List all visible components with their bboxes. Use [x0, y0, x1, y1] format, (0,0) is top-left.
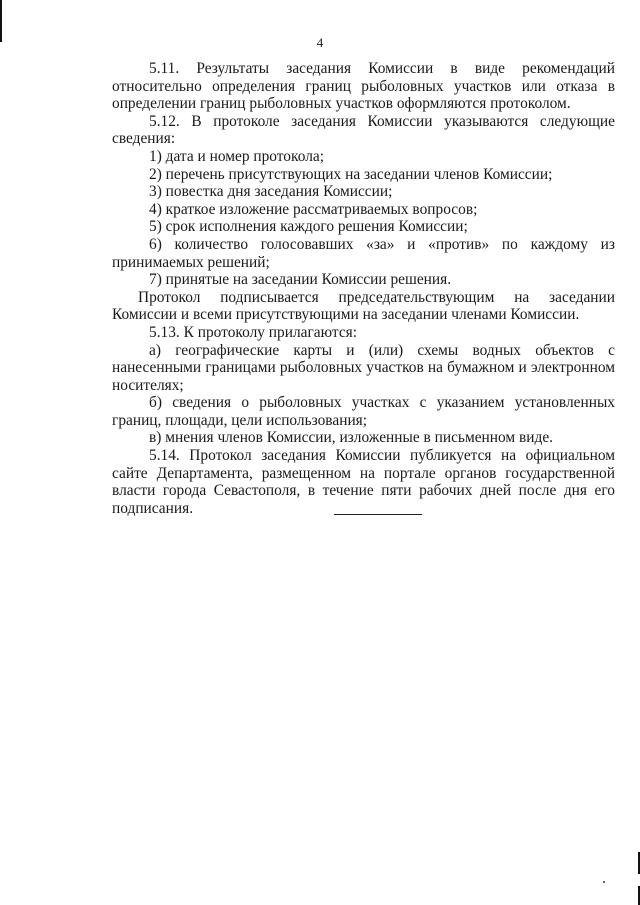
list-item: а) географические карты и (или) схемы водных объектов с нанесенными границами рыболовных участков на бумажном и электронном носителях;: [112, 341, 615, 394]
clause-5-13: 5.13. К протоколу прилагаются:: [149, 323, 358, 341]
list-item: 1) дата и номер протокола;: [149, 147, 324, 165]
list-item: 7) принятые на заседании Комиссии решения.: [149, 271, 452, 289]
clause-5-12: 5.12. В протоколе заседания Комиссии указываются следующие сведения:: [112, 112, 615, 148]
page-number: 4: [316, 35, 324, 50]
end-of-text-rule: [334, 514, 422, 515]
list-item: 6) количество голосовавших «за» и «против» по каждому из принимаемых решений;: [112, 235, 615, 271]
list-item: 5) срок исполнения каждого решения Комиссии;: [149, 218, 468, 236]
protocol-signing-paragraph: Протокол подписывается председательствующим на заседании Комиссии и всеми присутствующими на заседании членами Комиссии.: [112, 288, 615, 324]
list-item: в) мнения членов Комиссии, изложенные в письменном виде.: [149, 429, 553, 447]
list-item: 4) краткое изложение рассматриваемых вопросов;: [149, 200, 478, 218]
clause-5-11: 5.11. Результаты заседания Комиссии в виде рекомендаций относительно определения границ рыболовных участков или отказа в определении границ рыболовных участков оформляются протоколом.: [112, 60, 615, 113]
clause-5-14: 5.14. Протокол заседания Комиссии публикуется на официальном сайте Департамента, размещенном на портале органов государственной власти города Севастополя, в течение пяти рабочих дней после дня его подписания.: [112, 447, 615, 517]
document-body: [112, 60, 615, 517]
list-item: б) сведения о рыболовных участках с указанием установленных границ, площади, цели использования;: [112, 394, 615, 429]
list-item: 3) повестка дня заседания Комиссии;: [149, 183, 393, 201]
scan-speck: [603, 881, 605, 883]
list-item: 2) перечень присутствующих на заседании членов Комиссии;: [149, 165, 553, 183]
